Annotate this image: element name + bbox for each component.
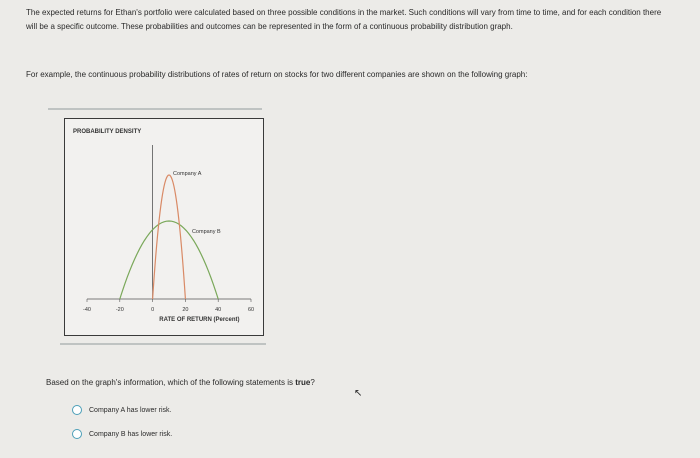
x-tick-label: 60 [247,307,255,313]
radio-button[interactable] [72,405,82,415]
chart-svg [65,119,263,335]
series-company-a-line [153,175,186,299]
mouse-cursor-icon: ↖ [354,388,363,399]
x-tick-label: 40 [215,307,222,313]
series-label-company-a: Company A [173,171,202,177]
intro-paragraph-2: For example, the continuous probability distributions of rates of return on stocks for two different companies are shown on the following graph: [26,70,528,79]
divider-bottom [60,343,266,345]
option-label: Company A has lower risk. [89,406,172,414]
radio-button[interactable] [72,429,82,439]
question-emphasis: true [295,378,311,387]
x-tick-label: 20 [182,307,189,313]
option-company-b[interactable] [72,429,172,439]
divider-top [48,108,262,110]
y-axis-title: PROBABILITY DENSITY [73,129,142,135]
x-axis-title: RATE OF RETURN (Percent) [159,317,240,323]
intro-paragraph-1: The expected returns for Ethan's portfolio were calculated based on three possible conditions in the market. Such conditions will vary from time to time, and for each condition there will be a specific outcome. These probabilities and outcomes can be represented in the form of a continuous probability distribution graph. [26,8,662,31]
probability-graph [64,118,264,336]
option-label: Company B has lower risk. [89,430,173,438]
question-text [46,378,315,387]
x-tick-label: -20 [115,307,124,313]
x-tick-label: 0 [151,307,155,313]
series-label-company-b: Company B [191,229,221,235]
option-company-a[interactable] [72,405,171,415]
question-suffix: ? [310,378,315,387]
x-tick-label: -40 [83,307,91,313]
question-prefix: Based on the graph's information, which of the following statements is [46,378,296,387]
